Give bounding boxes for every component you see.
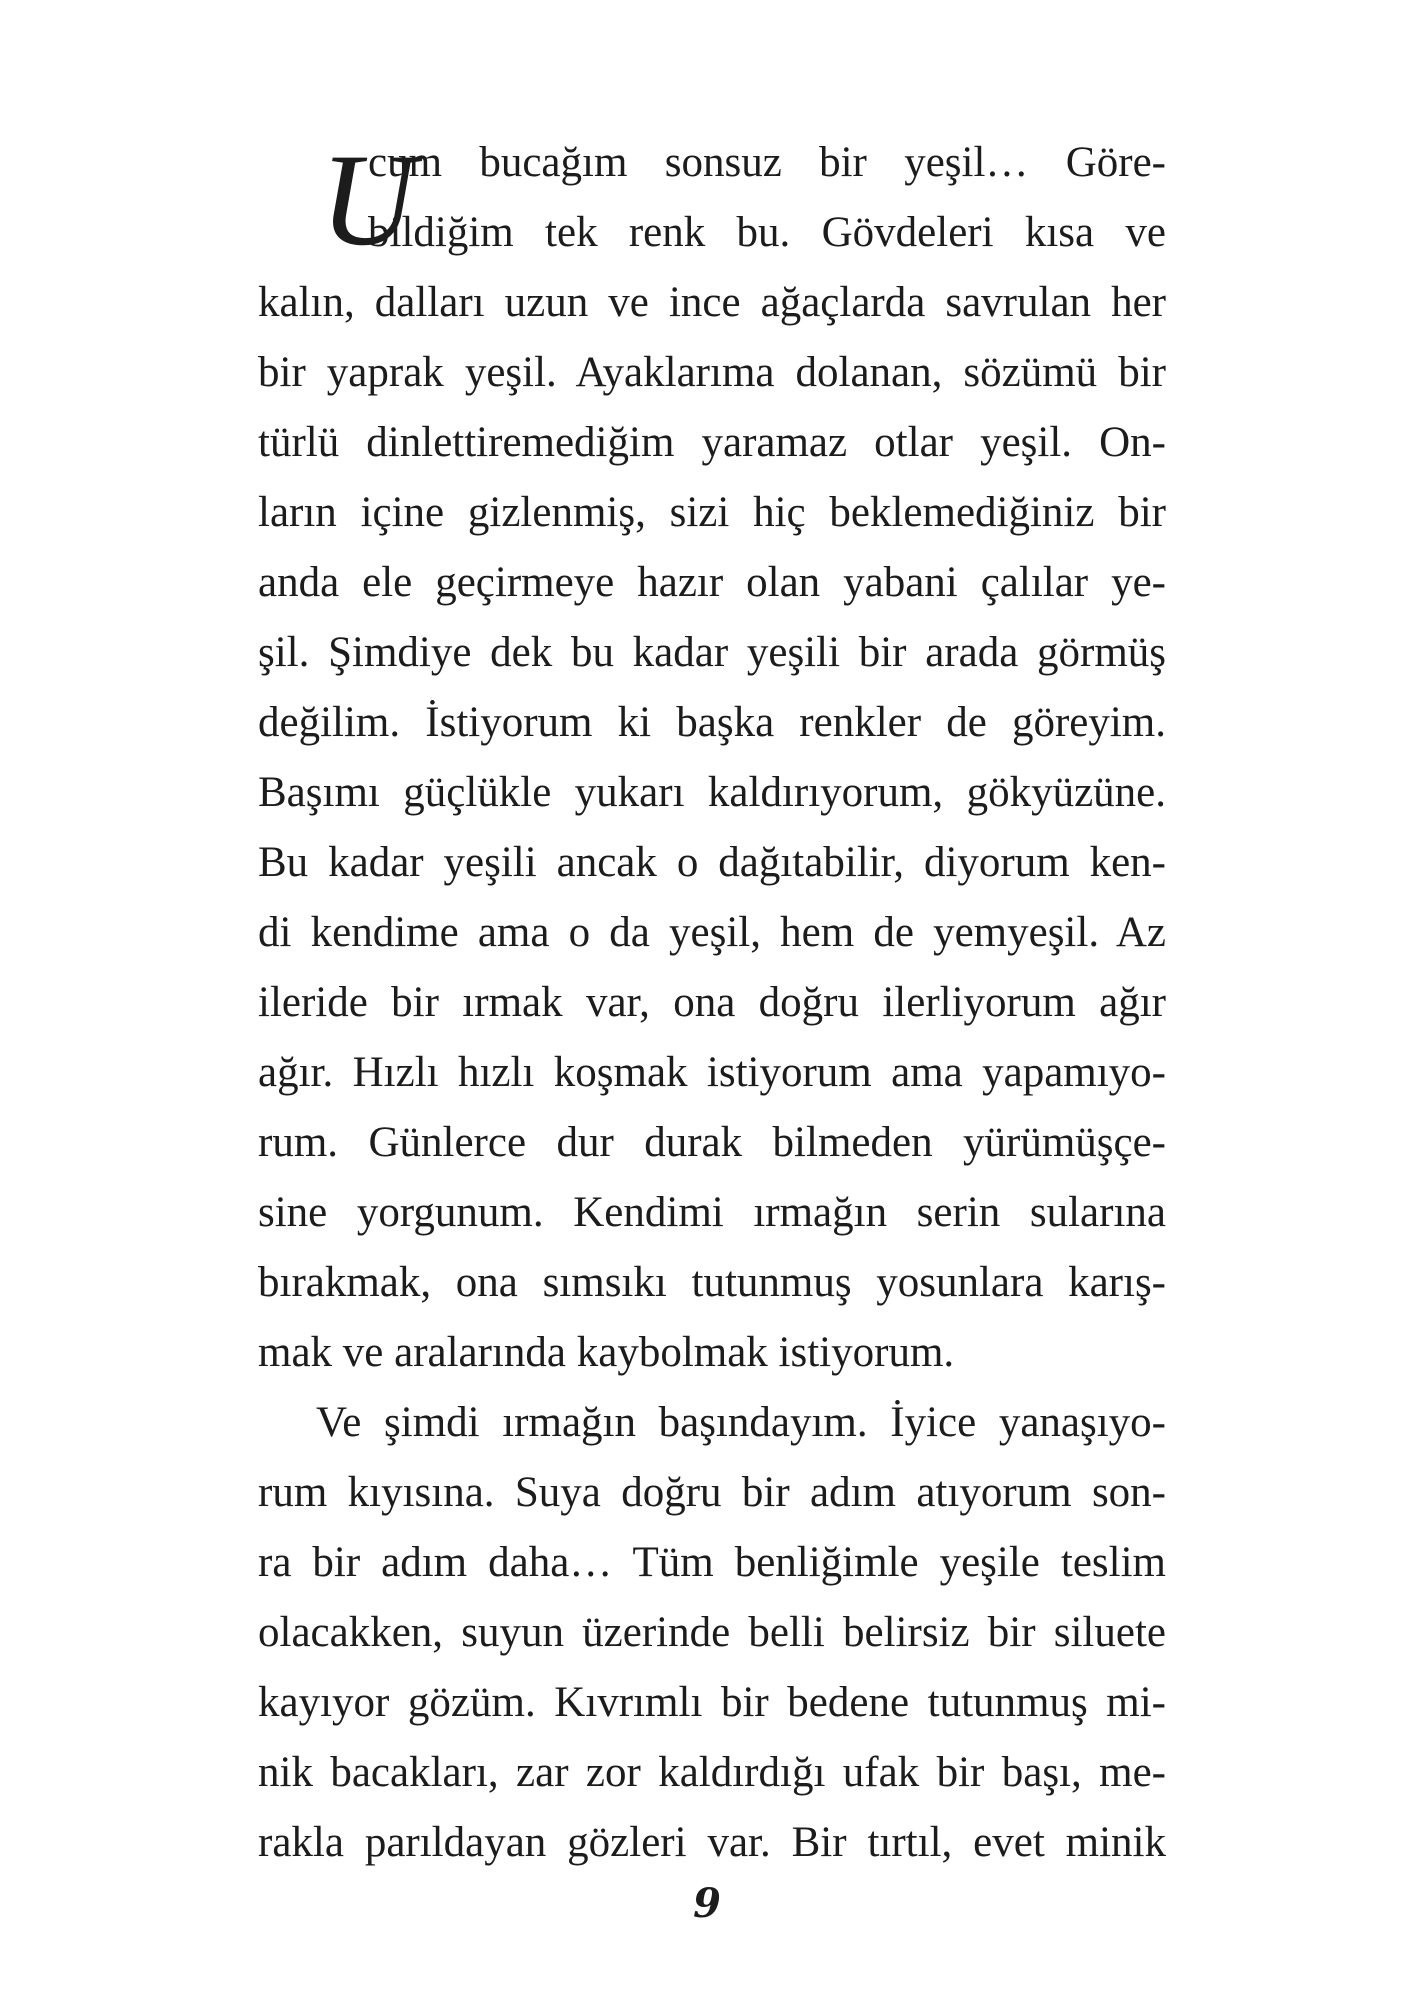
text-line: Ve şimdi ırmağın başındayım. İyice yanaşıyo-: [316, 1399, 1166, 1446]
text-line: bir yaprak yeşil. Ayaklarıma dolanan, sözümü bir: [258, 349, 1166, 396]
text-line: nik bacakları, zar zor kaldırdığı ufak bir başı, me-: [258, 1749, 1166, 1796]
text-line: türlü dinlettiremediğim yaramaz otlar yeşil. On-: [258, 419, 1166, 466]
text-line: değilim. İstiyorum ki başka renkler de göreyim.: [258, 699, 1166, 746]
text-line: sine yorgunum. Kendimi ırmağın serin sularına: [258, 1189, 1166, 1236]
text-line: ağır. Hızlı hızlı koşmak istiyorum ama yapamıyo-: [258, 1049, 1166, 1096]
text-line: rum. Günlerce dur durak bilmeden yürümüşçe-: [258, 1119, 1166, 1166]
page-number: 9: [693, 1880, 721, 1927]
text-line: rum kıyısına. Suya doğru bir adım atıyorum son-: [258, 1469, 1166, 1516]
text-line: şil. Şimdiye dek bu kadar yeşili bir arada görmüş: [258, 629, 1166, 676]
text-line: rakla parıldayan gözleri var. Bir tırtıl, evet minik: [258, 1819, 1166, 1866]
text-line: ra bir adım daha… Tüm benliğimle yeşile teslim: [258, 1539, 1166, 1586]
text-line: bildiğim tek renk bu. Gövdeleri kısa ve: [368, 209, 1166, 256]
text-line: kayıyor gözüm. Kıvrımlı bir bedene tutunmuş mi-: [258, 1679, 1166, 1726]
body-text: [258, 128, 1166, 1878]
paragraph-1: [258, 128, 1166, 1388]
text-line: anda ele geçirmeye hazır olan yabani çalılar ye-: [258, 559, 1166, 606]
text-line: ların içine gizlenmiş, sizi hiç beklemediğiniz bir: [258, 489, 1166, 536]
text-line: cum bucağım sonsuz bir yeşil… Göre-: [368, 139, 1166, 186]
paragraph-2: [258, 1388, 1166, 1878]
text-line: Başımı güçlükle yukarı kaldırıyorum, gökyüzüne.: [258, 769, 1166, 816]
text-line: ileride bir ırmak var, ona doğru ilerliyorum ağır: [258, 979, 1166, 1026]
text-line: di kendime ama o da yeşil, hem de yemyeşil. Az: [258, 909, 1166, 956]
drop-cap: U: [320, 126, 416, 273]
text-line: Bu kadar yeşili ancak o dağıtabilir, diyorum ken-: [258, 839, 1166, 886]
text-line: olacakken, suyun üzerinde belli belirsiz bir siluete: [258, 1609, 1166, 1656]
text-line: bırakmak, ona sımsıkı tutunmuş yosunlara karış-: [258, 1259, 1166, 1306]
text-line: mak ve aralarında kaybolmak istiyorum.: [258, 1329, 955, 1376]
text-line: kalın, dalları uzun ve ince ağaçlarda savrulan her: [258, 279, 1166, 326]
